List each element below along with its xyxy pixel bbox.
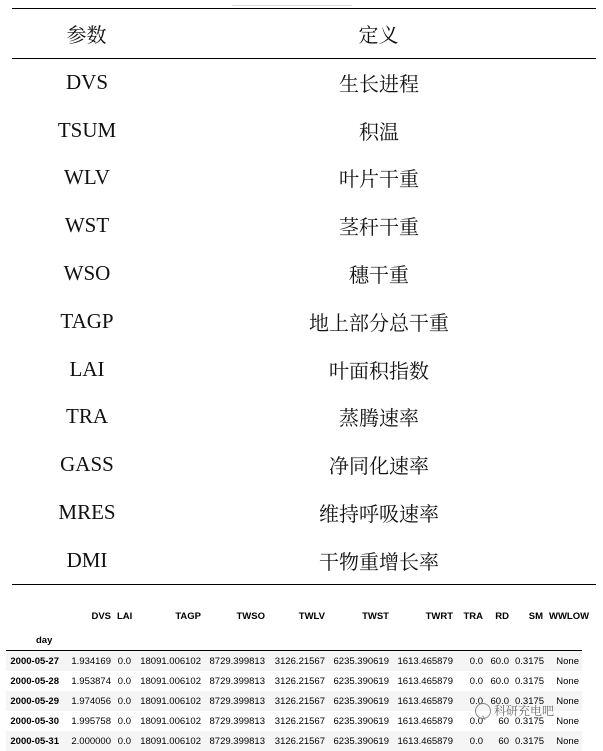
- dataframe-table: [6, 602, 582, 751]
- dataframe-cell: 18091.006102: [134, 711, 204, 731]
- parameter-row: [12, 345, 596, 393]
- dataframe-cell: 18091.006102: [134, 651, 204, 672]
- parameter-row: [12, 59, 596, 107]
- dataframe-cell: 6235.390619: [328, 651, 392, 672]
- dataframe-row: [6, 731, 582, 751]
- dataframe-cell: 60: [486, 731, 512, 751]
- dataframe-cell: None: [546, 691, 582, 711]
- parameter-row: [12, 250, 596, 298]
- dataframe-row: [6, 671, 582, 691]
- parameter-abbreviation: DVS: [12, 59, 162, 107]
- dataframe-cell: 0.0: [456, 711, 486, 731]
- dataframe-cell: 0.3175: [512, 711, 546, 731]
- parameter-row: [12, 106, 596, 154]
- dataframe-cell: 8729.399813: [204, 731, 268, 751]
- dataframe-cell: 1613.465879: [392, 671, 456, 691]
- dataframe-cell: 1613.465879: [392, 731, 456, 751]
- dataframe-cell: 8729.399813: [204, 711, 268, 731]
- header-definition: 定义: [162, 9, 596, 59]
- dataframe-row-index: 2000-05-30: [6, 711, 62, 731]
- dataframe-cell: 8729.399813: [204, 651, 268, 672]
- dataframe-cell: 60.0: [486, 671, 512, 691]
- dataframe-cell: 1613.465879: [392, 691, 456, 711]
- parameter-abbreviation: TAGP: [12, 297, 162, 345]
- parameter-abbreviation: WST: [12, 202, 162, 250]
- dataframe-cell: 60.0: [486, 691, 512, 711]
- top-divider: [232, 5, 352, 6]
- dataframe-cell: 18091.006102: [134, 691, 204, 711]
- dataframe-column-header: TWST: [328, 602, 392, 630]
- parameter-definition-table: [12, 8, 596, 585]
- dataframe-cell: 1.974056: [62, 691, 114, 711]
- dataframe-row-index: 2000-05-29: [6, 691, 62, 711]
- dataframe-cell: 1.934169: [62, 651, 114, 672]
- dataframe-cell: 0.0: [456, 651, 486, 672]
- dataframe-cell: 18091.006102: [134, 671, 204, 691]
- parameter-definition: 茎秆干重: [162, 202, 596, 250]
- dataframe-column-header: WWLOW: [546, 602, 582, 630]
- dataframe-cell: 0.3175: [512, 691, 546, 711]
- dataframe-column-header: TWSO: [204, 602, 268, 630]
- dataframe-row-index: 2000-05-28: [6, 671, 62, 691]
- dataframe-cell: 0.3175: [512, 671, 546, 691]
- dataframe-cell: 3126.21567: [268, 671, 328, 691]
- dataframe-cell: 8729.399813: [204, 671, 268, 691]
- dataframe-cell: 6235.390619: [328, 711, 392, 731]
- dataframe-column-header: TAGP: [134, 602, 204, 630]
- dataframe-index-header: [6, 630, 582, 651]
- dataframe-cell: 60: [486, 711, 512, 731]
- dataframe-cell: 0.0: [114, 731, 134, 751]
- parameter-table-body: [12, 59, 596, 585]
- parameter-row: [12, 489, 596, 537]
- parameter-row: [12, 154, 596, 202]
- dataframe-cell: 0.0: [114, 651, 134, 672]
- dataframe-cell: 6235.390619: [328, 671, 392, 691]
- parameter-abbreviation: WLV: [12, 154, 162, 202]
- dataframe-column-headers: [6, 602, 582, 630]
- watermark-text: 科研充电吧: [494, 702, 554, 719]
- dataframe-cell: 0.0: [114, 711, 134, 731]
- dataframe-cell: None: [546, 651, 582, 672]
- dataframe-cell: 3126.21567: [268, 651, 328, 672]
- dataframe-cell: 0.3175: [512, 651, 546, 672]
- dataframe-cell: 0.0: [114, 671, 134, 691]
- dataframe-column-header: TWLV: [268, 602, 328, 630]
- parameter-table-header: [12, 9, 596, 59]
- dataframe-cell: 3126.21567: [268, 711, 328, 731]
- dataframe-column-header: RD: [486, 602, 512, 630]
- dataframe-cell: 0.3175: [512, 731, 546, 751]
- parameter-definition: 穗干重: [162, 250, 596, 298]
- header-parameter: 参数: [12, 9, 162, 59]
- dataframe-row: [6, 651, 582, 672]
- dataframe-cell: None: [546, 731, 582, 751]
- dataframe-cell: 0.0: [456, 731, 486, 751]
- parameter-row: [12, 202, 596, 250]
- parameter-definition: 叶面积指数: [162, 345, 596, 393]
- parameter-definition: 叶片干重: [162, 154, 596, 202]
- dataframe-cell: None: [546, 671, 582, 691]
- dataframe-container: [6, 602, 582, 751]
- dataframe-cell: None: [546, 711, 582, 731]
- parameter-row: [12, 393, 596, 441]
- parameter-definition: 干物重增长率: [162, 536, 596, 584]
- dataframe-corner: [6, 602, 62, 630]
- parameter-abbreviation: MRES: [12, 489, 162, 537]
- parameter-abbreviation: TRA: [12, 393, 162, 441]
- dataframe-cell: 2.000000: [62, 731, 114, 751]
- dataframe-row-index: 2000-05-31: [6, 731, 62, 751]
- parameter-abbreviation: TSUM: [12, 106, 162, 154]
- dataframe-column-header: SM: [512, 602, 546, 630]
- parameter-definition: 积温: [162, 106, 596, 154]
- parameter-row: [12, 441, 596, 489]
- dataframe-cell: 3126.21567: [268, 691, 328, 711]
- dataframe-cell: 6235.390619: [328, 691, 392, 711]
- dataframe-cell: 0.0: [456, 691, 486, 711]
- dataframe-cell: 0.0: [456, 671, 486, 691]
- parameter-abbreviation: LAI: [12, 345, 162, 393]
- dataframe-cell: 0.0: [114, 691, 134, 711]
- dataframe-column-header: TWRT: [392, 602, 456, 630]
- watermark: [475, 702, 554, 719]
- dataframe-cell: 8729.399813: [204, 691, 268, 711]
- dataframe-cell: 1613.465879: [392, 711, 456, 731]
- dataframe-cell: 60.0: [486, 651, 512, 672]
- dataframe-cell: 18091.006102: [134, 731, 204, 751]
- dataframe-index-name: day: [6, 630, 62, 651]
- dataframe-column-header: LAI: [114, 602, 134, 630]
- parameter-row: [12, 297, 596, 345]
- dataframe-row-index: 2000-05-27: [6, 651, 62, 672]
- dataframe-body: [6, 651, 582, 751]
- parameter-definition: 维持呼吸速率: [162, 489, 596, 537]
- parameter-definition: 净同化速率: [162, 441, 596, 489]
- parameter-abbreviation: WSO: [12, 250, 162, 298]
- dataframe-cell: 1.995758: [62, 711, 114, 731]
- parameter-definition: 地上部分总干重: [162, 297, 596, 345]
- parameter-row: [12, 536, 596, 584]
- dataframe-cell: 1.953874: [62, 671, 114, 691]
- parameter-definition: 生长进程: [162, 59, 596, 107]
- chat-bubble-icon: [475, 703, 491, 719]
- dataframe-cell: 3126.21567: [268, 731, 328, 751]
- parameter-abbreviation: GASS: [12, 441, 162, 489]
- dataframe-cell: 6235.390619: [328, 731, 392, 751]
- dataframe-column-header: DVS: [62, 602, 114, 630]
- parameter-abbreviation: DMI: [12, 536, 162, 584]
- parameter-table-container: [12, 8, 596, 585]
- dataframe-column-header: TRA: [456, 602, 486, 630]
- dataframe-cell: 1613.465879: [392, 651, 456, 672]
- parameter-definition: 蒸腾速率: [162, 393, 596, 441]
